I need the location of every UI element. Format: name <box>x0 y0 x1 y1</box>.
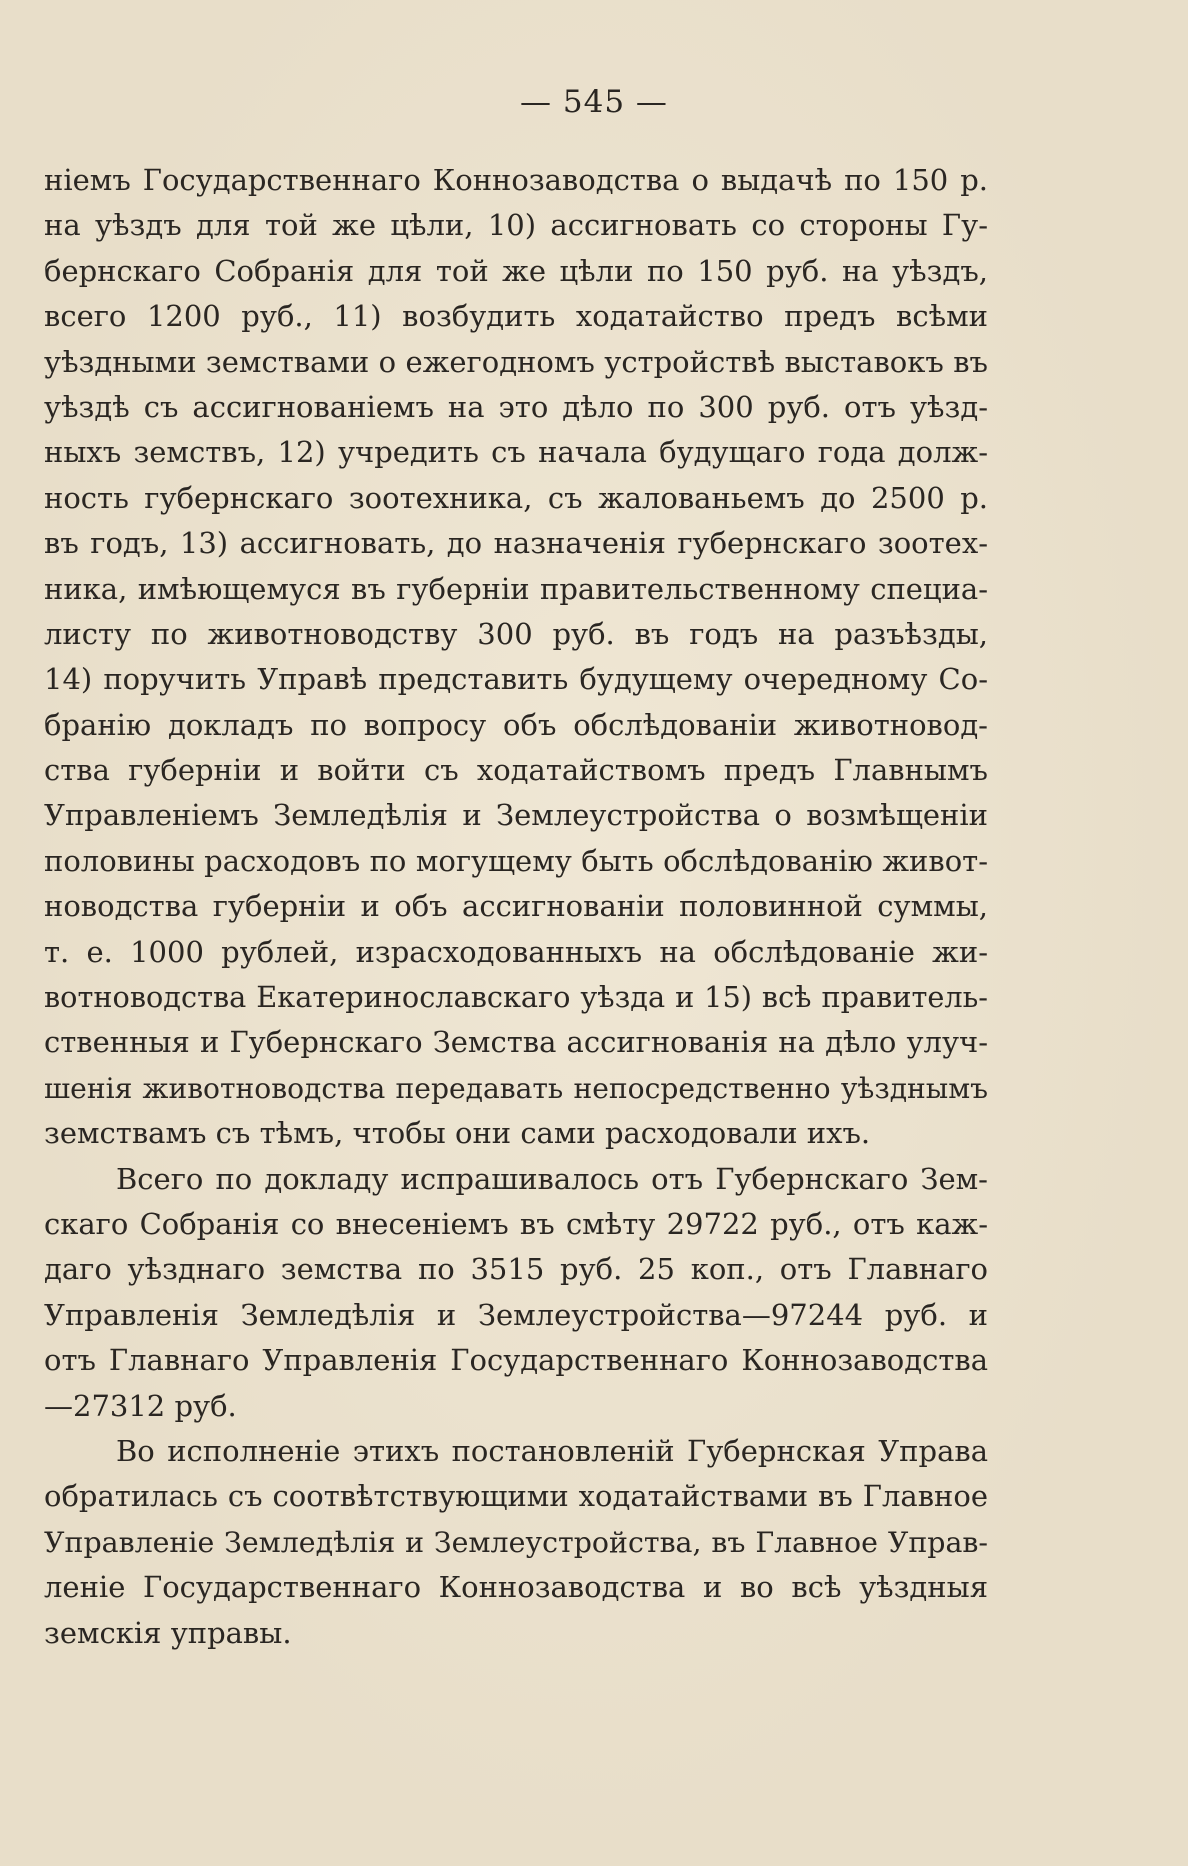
text-line: земскія управы. <box>44 1615 292 1650</box>
text-line: обратилась съ соотвѣтствующими ходатайствами въ Главное <box>44 1479 988 1514</box>
text-line: Управленіе Земледѣлія и Землеустройства, въ Главное Управ- <box>44 1525 988 1559</box>
body-text <box>44 158 988 1656</box>
text-line: леніе Государственнаго Коннозаводства и во всѣ уѣздныя <box>44 1570 988 1605</box>
text-line: ность губернскаго зоотехника, съ жалованьемъ до 2500 р. <box>44 480 988 515</box>
text-line: на уѣздъ для той же цѣли, 10) ассигновать со стороны Гу- <box>44 208 988 243</box>
text-line: листу по животноводству 300 руб. въ годъ на разъѣзды, <box>44 616 988 651</box>
text-line: земствамъ съ тѣмъ, чтобы они сами расходовали ихъ. <box>44 1116 871 1151</box>
text-line: всего 1200 руб., 11) возбудить ходатайство предъ всѣми <box>44 299 988 334</box>
text-line: ныхъ земствъ, 12) учредить съ начала будущаго года долж- <box>44 435 988 470</box>
text-line: Управленіемъ Земледѣлія и Землеустройства о возмѣщеніи <box>44 798 988 833</box>
text-line: бранію докладъ по вопросу объ обслѣдованіи животновод- <box>44 707 988 742</box>
text-line: т. е. 1000 рублей, израсходованныхъ на обслѣдованіе жи- <box>44 934 988 969</box>
text-line: даго уѣзднаго земства по 3515 руб. 25 коп., отъ Главнаго <box>44 1252 988 1287</box>
text-line: ника, имѣющемуся въ губерніи правительственному специа- <box>44 571 988 606</box>
text-line: отъ Главнаго Управленія Государственнаго Коннозаводства <box>44 1343 988 1378</box>
text-line: ніемъ Государственнаго Коннозаводства о выдачѣ по 150 р. <box>44 163 988 197</box>
paragraph <box>44 1157 988 1429</box>
text-line: уѣздѣ съ ассигнованіемъ на это дѣло по 300 руб. отъ уѣзд- <box>44 389 988 424</box>
text-line: половины расходовъ по могущему быть обслѣдованію живот- <box>44 843 988 878</box>
text-line: —27312 руб. <box>44 1388 237 1423</box>
text-line: уѣздными земствами о ежегодномъ устройствѣ выставокъ въ <box>44 344 988 379</box>
text-line: Управленія Земледѣлія и Землеустройства—97244 руб. и <box>44 1297 988 1332</box>
text-line: бернскаго Собранія для той же цѣли по 150 руб. на уѣздъ, <box>44 253 988 288</box>
text-line: 14) поручить Управѣ представить будущему очередному Со- <box>44 662 988 697</box>
text-line: Во исполненіе этихъ постановленій Губернская Управа <box>116 1433 988 1468</box>
paragraph <box>44 158 988 1157</box>
paragraph <box>44 1429 988 1656</box>
text-line: скаго Собранія со внесеніемъ въ смѣту 29722 руб., отъ каж- <box>44 1206 988 1241</box>
text-line: новодства губерніи и объ ассигнованіи половинной суммы, <box>44 889 988 924</box>
text-line: шенія животноводства передавать непосредственно уѣзднымъ <box>44 1071 988 1105</box>
text-line: вотноводства Екатеринославскаго уѣзда и 15) всѣ правитель- <box>44 980 988 1015</box>
text-line: ственныя и Губернскаго Земства ассигнованія на дѣло улуч- <box>44 1025 988 1060</box>
text-line: ства губерніи и войти съ ходатайствомъ предъ Главнымъ <box>44 753 988 788</box>
page-number: — 545 — <box>520 84 668 120</box>
text-line: Всего по докладу испрашивалось отъ Губернскаго Зем- <box>116 1161 988 1196</box>
text-line: въ годъ, 13) ассигновать, до назначенія губернскаго зоотех- <box>44 526 988 561</box>
